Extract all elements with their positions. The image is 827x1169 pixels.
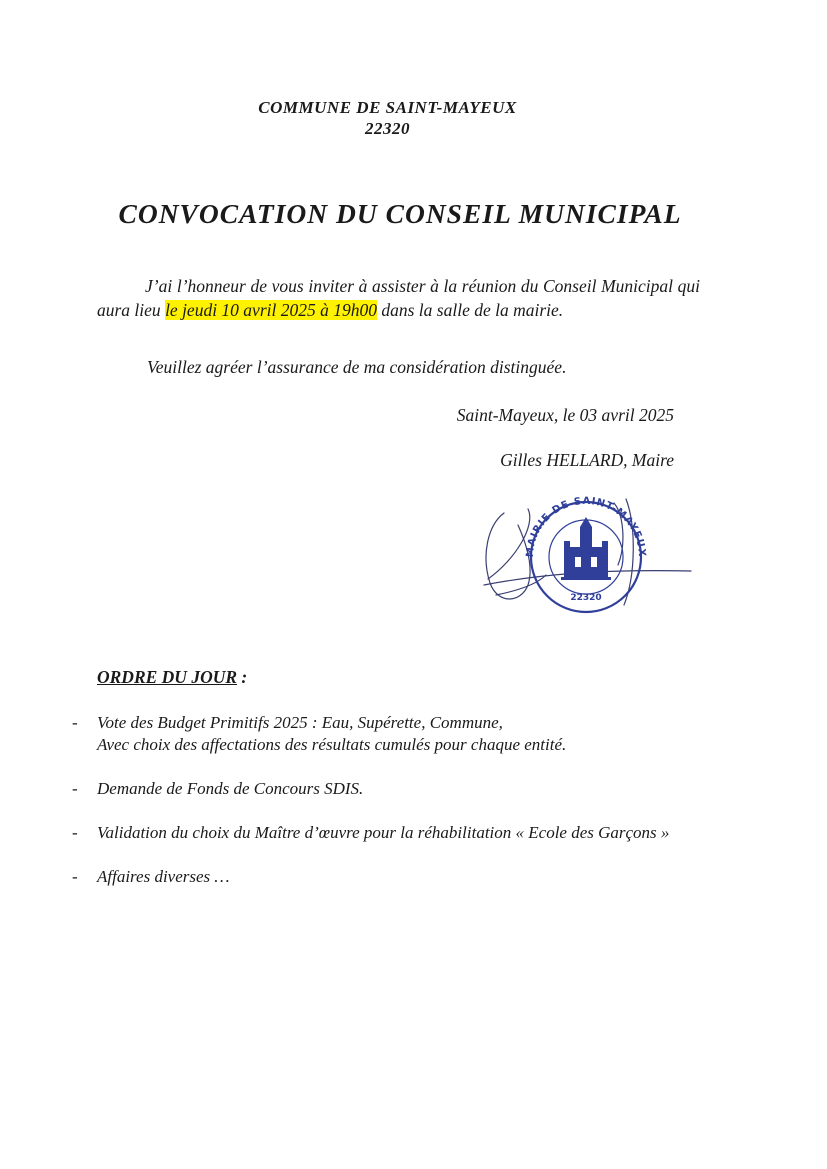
agenda-heading-colon: :	[237, 667, 248, 687]
invitation-text-start: J’ai l’honneur de vous inviter à assister à la réunion du Conseil Municipal qui aura lieu	[97, 276, 700, 320]
agenda-bullet: -	[72, 867, 78, 886]
place-and-date: Saint-Mayeux, le 03 avril 2025	[456, 405, 674, 425]
invitation-paragraph	[97, 274, 700, 322]
invitation-text-end: dans la salle de la mairie.	[377, 300, 564, 320]
document-title: CONVOCATION DU CONSEIL MUNICIPAL	[118, 198, 682, 229]
agenda-item-text: Vote des Budget Primitifs 2025 : Eau, Supérette, Commune,	[97, 713, 503, 732]
agenda-item	[72, 712, 772, 778]
agenda-bullet: -	[72, 779, 78, 798]
agenda-item-text: Affaires diverses …	[97, 867, 230, 886]
agenda-bullet: -	[72, 713, 78, 732]
commune-name: COMMUNE DE SAINT-MAYEUX	[258, 98, 517, 117]
meeting-date-highlight: le jeudi 10 avril 2025 à 19h00	[165, 300, 377, 320]
agenda-list	[72, 712, 772, 888]
agenda-item-text-continued: Avec choix des affectations des résultats cumulés pour chaque entité.	[97, 735, 567, 754]
agenda-item	[72, 822, 772, 866]
agenda-item-text: Demande de Fonds de Concours SDIS.	[97, 779, 364, 798]
stamp-ring-text: MAIRIE DE SAINT-MAYEUX	[524, 495, 648, 558]
agenda-item	[72, 866, 772, 888]
closing-regards: Veuillez agréer l’assurance de ma considération distinguée.	[147, 357, 567, 377]
header	[0, 97, 775, 139]
agenda-item-text: Validation du choix du Maître d’œuvre pour la réhabilitation « Ecole des Garçons »	[97, 823, 670, 842]
postal-code: 22320	[365, 119, 410, 138]
mayor-stamp-and-signature	[476, 495, 696, 620]
official-seal	[525, 496, 647, 612]
stamp-emblem-icon	[561, 517, 611, 580]
agenda-heading-line	[97, 667, 247, 688]
agenda-bullet: -	[72, 823, 78, 842]
signer-name: Gilles HELLARD, Maire	[500, 450, 674, 470]
agenda-item	[72, 778, 772, 822]
agenda-heading: ORDRE DU JOUR	[97, 667, 238, 687]
stamp-postal-code: 22320	[570, 593, 602, 603]
